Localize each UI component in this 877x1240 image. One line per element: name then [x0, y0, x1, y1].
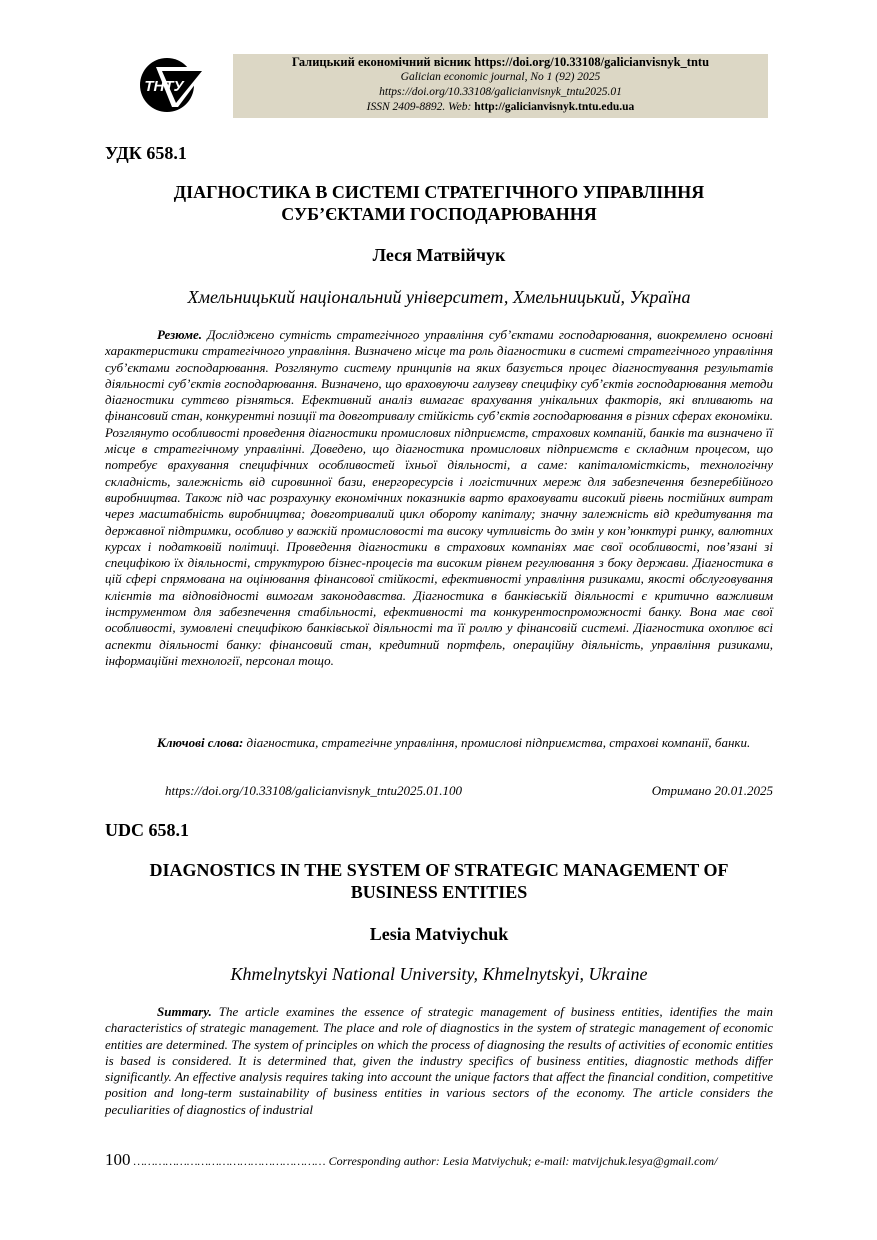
keywords-ua	[105, 735, 773, 751]
corresponding-author: Corresponding author: Lesia Matviychuk; e-mail: matvijchuk.lesya@gmail.com/	[328, 1154, 718, 1168]
journal-title-ua: Галицький економічний вісник https://doi.org/10.33108/galicianvisnyk_tntu	[291, 55, 710, 69]
abstract-text-ua: Досліджено сутність стратегічного управління суб’єктами господарювання, виокремлено основні характеристики стратегічного управління. Визначено місце та роль діагностики в системі стратегічного управління суб’єктами господарювання. Розглянуто систему принципів на яких базується процес діагностування результатів діяльності суб’єктів господарювання. Визначено, що враховуючи галузеву специфіку суб’єктів господарювання методи діагностики суттєво різняться. Ефективний аналіз вимагає врахування унікальних факторів, які впливають на фінансовий стан, конкурентні позиції та довготривалу стійкість суб’єктів господарювання в різних сферах економіки. Розглянуто особливості проведення діагностики промислових підприємств, страхових компаній, банків та визначено її місце в стратегічному управлінні. Доведено, що діагностика промислових підприємств є складним процесом, що потребує врахування специфічних особливостей їхньої діяльності, а саме: капіталомісткість, технологічну складність, залежність від сировинної бази, енергоресурсів і логістичних мереж для забезпечення безперебійного виробництва. Також під час розрахунку економічних показників варто враховувати високий рівень постійних витрат через масштабність виробництва; довготривалий цикл обороту капіталу; значну залежність від кредитування та державної підтримки, особливо у важкій промисловості та високу чутливість до змін у кон’юнктурі ринку, валютних курсах і податковій політиці. Проведення діагностики в страхових компаніях має свої особливості, пов’язані зі специфікою їх діяльності, структурою бізнес-процесів та високим рівнем регулювання з боку держави. Діагностика в цій сфері спрямована на оцінювання фінансової стійкості, ефективності управління ризиками, якості обслуговування клієнтів та відповідності вимогам законодавства. Діагностика в банківській діяльності є критично важливим інструментом для забезпечення стабільності, ефективності та конкурентоспроможності банку. Вона має свої особливості, зумовлені специфікою банківської діяльності та її роллю у фінансовій системі. Діагностика охоплює всі аспекти діяльності банку: фінансовий стан, кредитний портфель, операційну діяльність, управління ризиками, інформаційні технології, персонал тощо.	[105, 327, 773, 668]
title-ua-line1: ДІАГНОСТИКА В СИСТЕМІ СТРАТЕГІЧНОГО УПРАВЛІННЯ	[173, 182, 705, 202]
footer-dots: ………………………………………………	[130, 1154, 329, 1168]
udc-ua: УДК 658.1	[105, 143, 187, 163]
journal-issue-doi: https://doi.org/10.33108/galicianvisnyk_tntu2025.01	[379, 86, 622, 98]
issn-text: ISSN 2409-8892. Web:	[366, 101, 475, 113]
udc-en: UDC 658.1	[105, 820, 189, 840]
summary-en	[105, 1004, 773, 1118]
abstract-label-ua: Резюме.	[157, 327, 203, 342]
summary-text-en: The article examines the essence of strategic management of business entities, identifies the main characteristics of strategic management. The place and role of diagnostics in the system of strategic management of economic entities are determined. The system of principles on which the process of diagnosing the results of activities of economic entities is based is considered. It is determined that, given the industry specifics of business entities, diagnostic methods differ significantly. An effective analysis requires taking into account the unique factors that affect the financial condition, competitive position and long-term sustainability of business entities in various sectors of the economy. The article considers the peculiarities of diagnostics of industrial	[105, 1004, 773, 1117]
journal-website-link[interactable]: http://galicianvisnyk.tntu.edu.ua	[474, 101, 635, 113]
journal-issn-line	[233, 100, 768, 115]
article-doi-link[interactable]: https://doi.org/10.33108/galicianvisnyk_tntu2025.01.100	[165, 783, 463, 798]
abstract-ua	[105, 327, 773, 669]
author-en: Lesia Matviychuk	[369, 924, 509, 944]
received-date: Отримано 20.01.2025	[651, 783, 773, 798]
summary-label-en: Summary.	[157, 1004, 212, 1019]
keywords-text-ua: діагностика, стратегічне управління, промислові підприємства, страхові компанії, банки.	[243, 735, 751, 750]
title-en-line2: BUSINESS ENTITIES	[350, 882, 528, 902]
title-en-line1: DIAGNOSTICS IN THE SYSTEM OF STRATEGIC MANAGEMENT OF	[149, 860, 729, 880]
journal-title-en: Galician economic journal, No 1 (92) 2025	[400, 71, 601, 83]
svg-text:ТНТУ: ТНТУ	[144, 78, 184, 95]
affiliation-ua: Хмельницький національний університет, Хмельницький, Україна	[187, 287, 691, 307]
keywords-label-ua: Ключові слова:	[157, 735, 244, 750]
title-ua-line2: СУБ’ЄКТАМИ ГОСПОДАРЮВАННЯ	[281, 204, 597, 224]
article-title-ua	[105, 181, 773, 225]
journal-logo	[134, 55, 210, 115]
journal-header-box	[233, 54, 768, 118]
article-title-en	[105, 859, 773, 903]
affiliation-en: Khmelnytskyi National University, Khmelnytskyi, Ukraine	[230, 964, 648, 984]
page-number: 100	[105, 1150, 131, 1169]
page-footer	[105, 1150, 773, 1170]
author-ua: Леся Матвійчук	[372, 245, 506, 265]
